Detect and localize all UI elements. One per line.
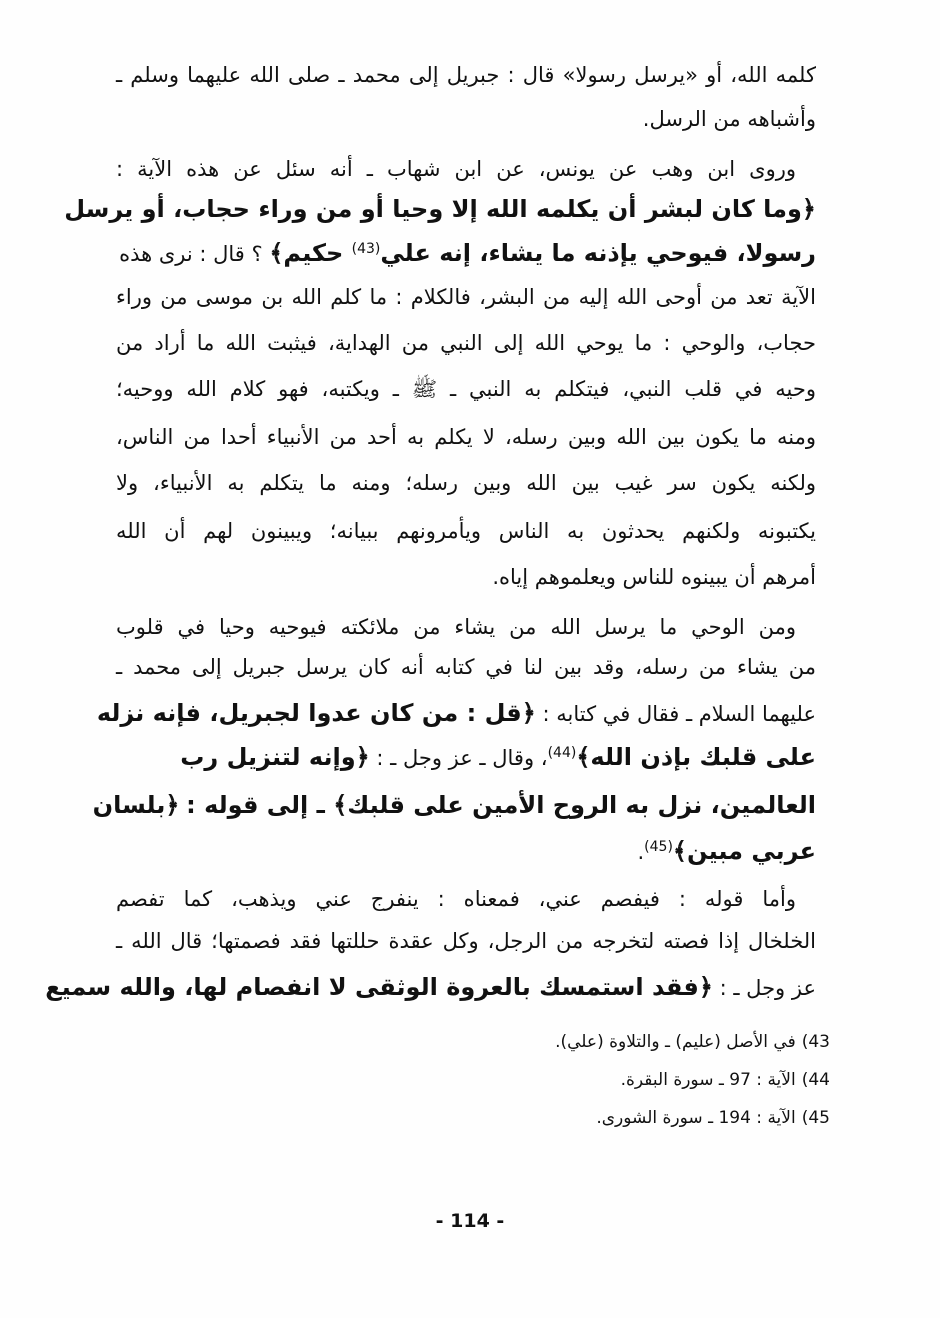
footnote-ref-45: (45) [644,839,673,855]
quran-fragment: ﴿قل : من كان عدوا لجبريل، فإنه نزله [96,699,536,727]
text-line-10: ولكنه يكون سر غيب بين الله وبين رسله؛ ومنه ما يتكلم به الأنبياء، ولا [116,471,816,495]
text-line-20: الخلخال إذا فصته لتخرجه من الرجل، وكل عقدة حللتها فقد فصمتها؛ قال الله ـ [116,929,816,953]
text-line-12: أمرهم أن يبينوه للناس ويعلموهم إياه. [492,565,816,589]
footnote-number: 43) [801,1032,830,1052]
footnote-text: الآية : 97 ـ سورة البقرة. [620,1070,796,1090]
quran-fragment: ﴿بلسان [92,791,180,819]
footnote-ref-44: (44) [547,745,577,761]
text-fragment: ؟ قال : نرى هذه [119,242,270,266]
footnote-ref-43: (43) [351,241,381,257]
text-line-16 [116,742,816,776]
text-line-14: من يشاء من رسله، وقد بين لنا في كتابه أنه كان يرسل جبريل إلى محمد ـ [116,655,816,679]
text-line-11: يكتبونه ولكنهم يحدثون به الناس ويأمرونهم ببيانه؛ ويبينون لهم أن الله [116,519,816,543]
footnote-44 [621,1068,830,1092]
text-line-3: وروى ابن وهب عن يونس، عن ابن شهاب ـ أنه سئل عن هذه الآية : [116,157,796,181]
text-line-18 [116,836,816,870]
footnote-45 [596,1106,830,1130]
footnote-number: 45) [801,1108,830,1128]
footnote-text: الآية : 194 ـ سورة الشورى. [596,1108,796,1128]
text-fragment: عز وجل ـ : [719,976,816,1000]
quran-fragment: ﴿وإنه لتنزيل رب [180,743,370,771]
footnote-text: في الأصل (عليم) ـ والتلاوة (علي). [555,1032,796,1052]
page-number: - 114 - [435,1210,505,1232]
text-line-8: وحيه في قلب النبي، فيتكلم به النبي ـ ﷺ ـ ويكتبه، فهو كلام الله ووحيه؛ [116,377,816,401]
quran-line-4: ﴿وما كان لبشر أن يكلمه الله إلا وحيا أو من وراء حجاب، أو يرسل [64,195,816,223]
quran-fragment: رسولا، فيوحي يإذنه ما يشاء، إنه علي [380,239,816,267]
text-line-15 [96,698,816,732]
quran-fragment-end: حكيم﴾ [269,239,352,267]
quran-fragment: عربي مبين﴾ [672,837,816,865]
quran-fragment: على قلبك بإذن الله﴾ [576,743,816,771]
text-line-9: ومنه ما يكون بين الله وبين رسله، لا يكلم به أحد من الأنبياء أحدا من الناس، [116,425,816,449]
footnote-43 [555,1030,830,1054]
text-line-19: وأما قوله : فيفصم عني، فمعناه : ينفرج عني ويذهب، كما تفصم [116,887,796,911]
text-line-1: كلمه الله، أو «يرسل رسولا» قال : جبريل إلى محمد ـ صلى الله عليهما وسلم ـ [116,63,816,87]
text-line-7: حجاب، والوحي : ما يوحي الله إلى النبي من الهداية، فيثبت الله ما أراد من [116,331,816,355]
text-fragment: عليهما السلام ـ فقال في كتابه : [542,702,816,726]
text-line-13: ومن الوحي ما يرسل الله من يشاء من ملائكته فيوحيه وحيا في قلوب [116,615,796,639]
quran-fragment: ﴿فقد استمسك بالعروة الوثقى لا انفصام لها، والله سميع [45,973,713,1001]
text-line-17 [92,790,816,824]
quran-fragment: العالمين، نزل به الروح الأمين على قلبك﴾ ـ إلى قوله : [186,791,816,819]
footnote-number: 44) [801,1070,830,1090]
text-line-21 [45,972,816,1006]
text-line-6: الآية تعد من أوحى الله إليه من البشر، فالكلام : ما كلم الله بن موسى من وراء [116,285,816,309]
text-fragment: ، وقال ـ عز وجل ـ : [369,746,548,770]
text-fragment: . [637,840,645,864]
text-line-5 [116,238,816,272]
text-line-2: وأشباهه من الرسل. [642,107,816,131]
